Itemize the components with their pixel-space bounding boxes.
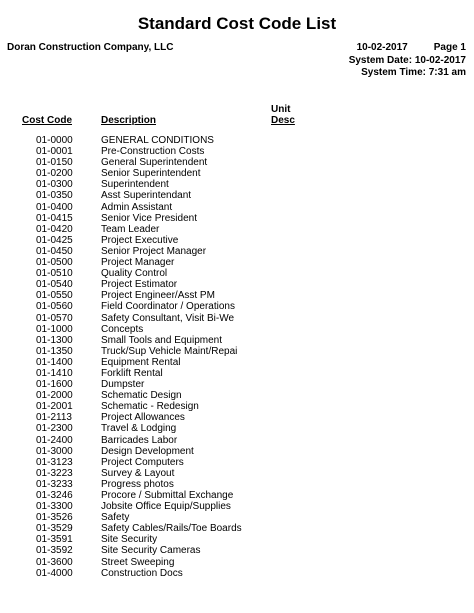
table-row — [0, 501, 474, 512]
description-cell: Concepts — [101, 323, 144, 335]
cost-code-cell: 01-0200 — [36, 168, 73, 180]
cost-code-cell: 01-3246 — [36, 490, 73, 501]
table-row — [0, 179, 474, 190]
cost-code-cell: 01-2113 — [36, 412, 72, 424]
cost-code-cell: 01-0420 — [36, 223, 73, 235]
description-cell: Safety — [101, 512, 130, 524]
cost-code-cell: 01-3233 — [36, 478, 73, 490]
description-cell: Small Tools and Equipment — [101, 334, 222, 346]
system-time: System Time: 7:31 am — [361, 67, 466, 78]
description-cell: Safety Cables/Rails/Toe Boards — [101, 523, 242, 535]
report-meta — [349, 42, 466, 80]
description-cell: Forklift Rental — [101, 367, 163, 379]
company-name: Doran Construction Company, LLC — [7, 42, 174, 53]
cost-code-cell: 01-3529 — [36, 523, 73, 535]
table-row — [0, 301, 474, 312]
table-row — [0, 257, 474, 268]
system-date: System Date: 10-02-2017 — [348, 54, 466, 66]
cost-code-cell: 01-2000 — [36, 390, 73, 402]
description-cell: Street Sweeping — [101, 556, 175, 568]
table-row — [0, 202, 474, 213]
cost-code-cell: 01-0150 — [36, 157, 73, 169]
table-row — [0, 335, 474, 346]
cost-code-list — [0, 135, 474, 579]
cost-code-cell: 01-4000 — [36, 567, 73, 579]
cost-code-cell: 01-3300 — [36, 501, 73, 513]
cost-code-cell: 01-0000 — [36, 135, 73, 146]
table-row — [0, 568, 474, 579]
description-cell: Site Security — [101, 534, 158, 546]
report-title: Standard Cost Code List — [137, 14, 337, 33]
cost-code-cell: 01-3600 — [36, 556, 73, 568]
table-row — [0, 224, 474, 235]
table-row — [0, 534, 474, 545]
table-row — [0, 401, 474, 412]
description-cell: Dumpster — [101, 379, 145, 391]
cost-code-cell: 01-0450 — [36, 245, 73, 257]
table-row — [0, 423, 474, 434]
description-cell: Senior Superintendent — [101, 168, 201, 180]
cost-code-cell: 01-0300 — [36, 179, 73, 191]
description-cell: Senior Vice President — [101, 212, 197, 224]
table-row — [0, 379, 474, 390]
cost-code-cell: 01-3123 — [36, 456, 73, 468]
table-row — [0, 190, 474, 201]
description-cell: Safety Consultant, Visit Bi-We — [101, 312, 235, 324]
cost-code-cell: 01-1410 — [36, 367, 73, 379]
table-row — [0, 512, 474, 523]
table-row — [0, 446, 474, 457]
description-cell: Project Engineer/Asst PM — [101, 290, 215, 302]
description-cell: GENERAL CONDITIONS — [101, 135, 214, 146]
cost-code-cell: 01-0400 — [36, 201, 73, 213]
description-cell: Travel & Lodging — [101, 423, 177, 435]
description-cell: Jobsite Office Equip/Supplies — [101, 501, 231, 513]
cost-code-cell: 01-1600 — [36, 379, 73, 391]
column-header-unit-desc: Desc — [271, 115, 295, 126]
cost-code-cell: 01-1300 — [36, 334, 73, 346]
table-row — [0, 146, 474, 157]
table-row — [0, 324, 474, 335]
table-row — [0, 523, 474, 534]
description-cell: Senior Project Manager — [101, 245, 207, 257]
table-row — [0, 490, 474, 501]
table-row — [0, 235, 474, 246]
table-row — [0, 268, 474, 279]
description-cell: Project Manager — [101, 257, 175, 269]
description-cell: Project Computers — [101, 456, 184, 468]
cost-code-cell: 01-0425 — [36, 234, 73, 246]
table-row — [0, 390, 474, 401]
table-row — [0, 135, 474, 146]
description-cell: Project Estimator — [101, 279, 178, 291]
description-cell: Schematic - Redesign — [101, 401, 199, 413]
report-date: 10-02-2017 — [356, 42, 408, 53]
table-row — [0, 457, 474, 468]
description-cell: Superintendent — [101, 179, 169, 191]
description-cell: Schematic Design — [101, 390, 182, 402]
table-row — [0, 412, 474, 423]
cost-code-cell: 01-3591 — [36, 534, 73, 546]
table-row — [0, 479, 474, 490]
table-row — [0, 290, 474, 301]
description-cell: Team Leader — [101, 223, 160, 235]
cost-code-cell: 01-2300 — [36, 423, 73, 435]
description-cell: Design Development — [101, 445, 194, 457]
column-header-unit: Unit — [271, 104, 291, 115]
date-page-line — [349, 42, 466, 55]
table-row — [0, 168, 474, 179]
description-cell: Pre-Construction Costs — [101, 146, 205, 158]
description-cell: Progress photos — [101, 478, 174, 490]
table-row — [0, 246, 474, 257]
cost-code-cell: 01-0510 — [36, 268, 73, 280]
cost-code-cell: 01-2001 — [36, 401, 73, 413]
description-cell: Construction Docs — [101, 567, 183, 579]
cost-code-cell: 01-3592 — [36, 545, 73, 557]
description-cell: Quality Control — [101, 268, 168, 280]
cost-code-cell: 01-0001 — [36, 146, 73, 158]
description-cell: Site Security Cameras — [101, 545, 201, 557]
description-cell: Project Executive — [101, 234, 179, 246]
cost-code-cell: 01-0570 — [36, 312, 73, 324]
cost-code-cell: 01-3223 — [36, 467, 73, 479]
table-row — [0, 468, 474, 479]
cost-code-cell: 01-1350 — [36, 345, 73, 357]
table-row — [0, 346, 474, 357]
cost-code-cell: 01-1400 — [36, 356, 73, 368]
page-number: Page 1 — [433, 42, 466, 53]
column-header-cost-code: Cost Code — [22, 115, 72, 126]
cost-code-cell: 01-2400 — [36, 434, 73, 446]
cost-code-cell: 01-1000 — [36, 323, 73, 335]
cost-code-cell: 01-0415 — [36, 212, 73, 224]
cost-code-cell: 01-0540 — [36, 279, 73, 291]
column-header-description: Description — [101, 115, 157, 126]
cost-code-cell: 01-0560 — [36, 301, 73, 313]
cost-code-cell: 01-0500 — [36, 257, 73, 269]
table-row — [0, 545, 474, 556]
description-cell: Survey & Layout — [101, 467, 175, 479]
table-row — [0, 157, 474, 168]
table-row — [0, 368, 474, 379]
description-cell: Admin Assistant — [101, 201, 173, 213]
description-cell: Field Coordinator / Operations — [101, 301, 235, 313]
description-cell: General Superintendent — [101, 157, 208, 169]
description-cell: Barricades Labor — [101, 434, 178, 446]
description-cell: Project Allowances — [101, 412, 185, 424]
table-row — [0, 557, 474, 568]
table-row — [0, 435, 474, 446]
table-row — [0, 357, 474, 368]
cost-code-cell: 01-3526 — [36, 512, 73, 524]
table-row — [0, 313, 474, 324]
cost-code-cell: 01-3000 — [36, 445, 73, 457]
description-cell: Asst Superintendant — [101, 190, 192, 202]
description-cell: Truck/Sup Vehicle Maint/Repai — [101, 345, 238, 357]
cost-code-cell: 01-0550 — [36, 290, 73, 302]
description-cell: Procore / Submittal Exchange — [101, 490, 234, 501]
table-row — [0, 213, 474, 224]
table-row — [0, 279, 474, 290]
cost-code-cell: 01-0350 — [36, 190, 73, 202]
description-cell: Equipment Rental — [101, 356, 181, 368]
